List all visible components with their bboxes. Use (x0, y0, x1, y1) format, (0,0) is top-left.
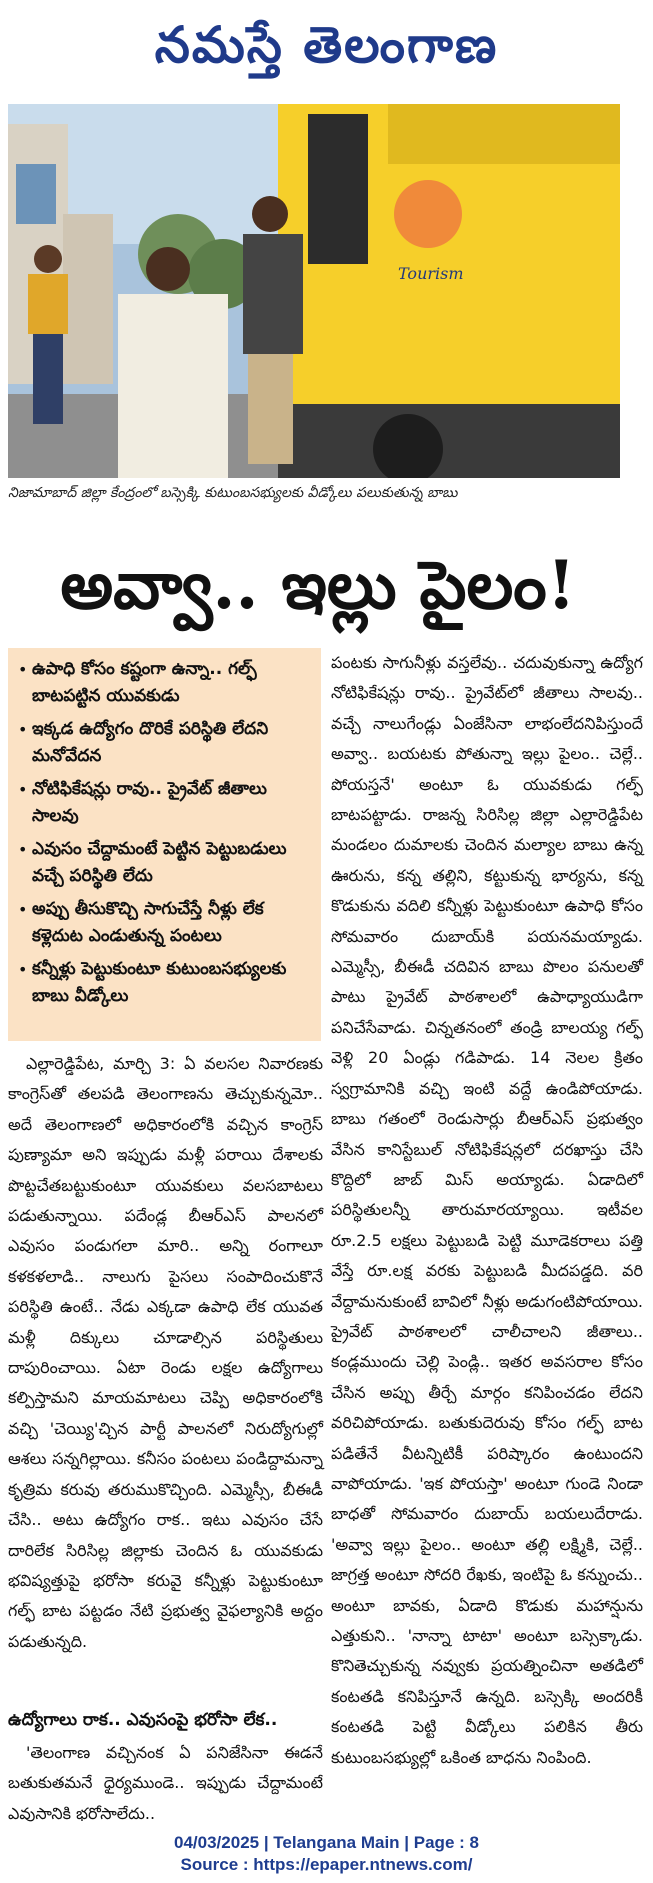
highlight-item (18, 776, 313, 830)
highlight-item (18, 956, 313, 1010)
highlight-text: అప్పు తీసుకొచ్చి సాగుచేస్తే నీళ్లు లేక కళ్లెదుట ఎండుతున్న పంటలు (32, 899, 264, 946)
masthead-title: నమస్తే తెలంగాణ (154, 15, 499, 74)
article-body-left (8, 1049, 323, 1657)
highlight-text: ఇక్కడ ఉద్యోగం దొరికే పరిస్థితి లేదని మనోవేదన (32, 719, 269, 766)
article-paragraph: పంటకు సాగునీళ్లు వస్తలేవు.. చదువుకున్నా ఉద్యోగ నోటిఫికేషన్లు రావు.. ప్రైవేట్‌లో జీతాలు సాలవు.. వచ్చే నాలుగేండ్లు ఏంజేసినా లాభంలేదనిపిస్తుందే అవ్వా.. బయటకు పోతున్నా ఇల్లు పైలం.. చెల్లే.. పోయస్తనే' అంటూ ఓ యువకుడు గల్ఫ్ బాటపట్టాడు. రాజన్న సిరిసిల్ల జిల్లా ఎల్లారెడ్డిపేట మండలం దుమాలకు చెందిన మల్యాల బాబు ఉన్న ఊరును, కన్న తల్లిని, కట్టుకున్న భార్యను, కన్న కొడుకును వదిలి కన్నీళ్లు పెట్టుకుంటూ ఉపాధి కోసం సోమవారం దుబాయ్‌కి పయనమయ్యాడు. ఎమ్మెస్సీ, బీఈడీ చదివిన బాబు పొలం పనులతో పాటు ప్రైవేట్ పాఠశాలలో ఉపాధ్యాయుడిగా పనిచేసేవాడు. చిన్నతనంలో తండ్రి బాలయ్య గల్ఫ్ వెళ్లి 20 ఏండ్లు గడిపాడు. 14 నెలల క్రితం స్వగ్రామానికి వచ్చి ఇంటి వద్దే ఉండిపోయాడు. బాబు గతంలో రెండుసార్లు బీఆర్‌ఎస్ ప్రభుత్వం వేసిన కానిస్టేబుల్ నోటిఫికేషన్లలో దరఖాస్తు చేసి కొద్దిలో జాబ్ మిస్ అయ్యాడు. ఏడాదిలో పరిస్థితులన్నీ తారుమారయ్యాయి. ఇటీవల రూ.2.5 లక్షలు పెట్టుబడి పెట్టి మూడెకరాలు పత్తి వేస్తే రూ.లక్ష వరకు పెట్టుబడి మీదపడ్డది. వరి వేద్దామనుకుంటే బావిలో నీళ్లు అడుగంటిపోయాయి. ప్రైవేట్ పాఠశాలలో చాలీచాలని జీతాలు.. కండ్లముందు చెల్లి పెండ్లి.. ఇతర అవసరాల కోసం చేసిన అప్పు తీర్చే మార్గం కనిపించడం లేదని వరిచిపోయాడు. బతుకుదెరువు కోసం గల్ఫ్ బాట పడితేనే వీటన్నిటికీ పరిష్కారం ఉంటుందని వాపోయాడు. 'ఇక పోయస్తా' అంటూ గుండె నిండా బాధతో సోమవారం దుబాయ్ బయలుదేరాడు. 'అవ్వా ఇల్లు పైలం.. అంటూ తల్లి లక్ష్మికి, చెల్లే.. జాగ్రత్త అంటూ సోదరి రేఖకు, ఇంటిపై ఓ కన్నుంచు.. అంటూ బావకు, ఏడాది కొడుకు మహాన్షును ఎత్తుకుని.. 'నాన్నా టాటా' అంటూ బస్సెక్కాడు. కొనితెచ్చుకున్న నవ్వుకు ప్రయత్నించినా అతడిలో కంటతడి కనిపిస్తూనే ఉన్నది. బస్సెక్కి అందరికీ కంటతడి పెట్టి వీడ్కోలు పలికిన తీరు కుటుంబసభ్యుల్లో ఒకింత బాధను నింపింది. (331, 653, 643, 1767)
photo-caption: నిజామాబాద్ జిల్లా కేంద్రంలో బస్సెక్కి కుటుంబసభ్యులకు వీడ్కోలు పలుకుతున్న బాబు (8, 485, 458, 501)
highlight-item (18, 716, 313, 770)
page-footer (0, 1832, 653, 1876)
article-subhead: ఉద్యోగాలు రాక.. ఎవుసంపై భరోసా లేక.. (8, 1710, 278, 1730)
headline: అవ్వా.. ఇల్లు పైలం! (60, 546, 576, 624)
footer-source: Source : https://epaper.ntnews.com/ (180, 1855, 473, 1874)
article-paragraph: ఎల్లారెడ్డిపేట, మార్చి 3: ఏ వలసల నివారణకు కాంగ్రెస్‌తో తలపడి తెలంగాణను తెచ్చుకున్నమో.. అదే తెలంగాణలో అధికారంలోకి వచ్చిన కాంగ్రెస్ పుణ్యామా అని ఇప్పుడు మళ్లీ పరాయి దేశాలకు పొట్టచేతబట్టుకుంటూ యువకులు వలసబాటలు పడుతున్నాయి. పదేండ్ల బీఆర్‌ఎస్ పాలనలో ఎవుసం పండుగలా మారి.. అన్ని రంగాలూ కళకళలాడి.. నాలుగు పైసలు సంపాదించుకొనే పరిస్థితి ఉంటే.. నేడు ఎక్కడా ఉపాధి లేక యువత మళ్లీ దిక్కులు చూడాల్సిన పరిస్థితులు దాపురించాయి. ఏటా రెండు లక్షల ఉద్యోగాలు కల్పిస్తామని మాయమాటలు చెప్పి అధికారంలోకి వచ్చి 'చెయ్యి'చ్చిన పార్టీ పాలనలో నిరుద్యోగుల్లో ఆశలు సన్నగిల్లాయి. కనీసం పంటలు పండిద్దామన్నా కృత్రిమ కరువు తరుముకొచ్చింది. ఎమ్మెస్సీ, బీఈడీ చేసి.. అటు ఉద్యోగం రాక.. ఇటు ఎవుసం చేసే దారిలేక సిరిసిల్ల జిల్లాకు చెందిన ఓ యువకుడు భవిష్యత్తుపై భరోసా కరువై కన్నీళ్లు పెట్టుకుంటూ గల్ఫ్ బాట పట్టడం నేటి ప్రభుత్వ వైఫల్యానికి అద్దం పడుతున్నది. (8, 1054, 323, 1651)
bullet-icon: • (18, 720, 28, 739)
highlights-box (8, 648, 321, 1041)
highlight-text: ఉపాధి కోసం కష్టంగా ఉన్నా.. గల్ఫ్ బాటపట్టిన యువకుడు (32, 659, 257, 706)
article-body-left-continued (8, 1738, 323, 1829)
photo-illustration (8, 104, 620, 478)
footer-date-edition: 04/03/2025 | Telangana Main | Page : 8 (174, 1833, 479, 1852)
bullet-icon: • (18, 660, 28, 679)
highlight-text: కన్నీళ్లు పెట్టుకుంటూ కుటుంబసభ్యులకు బాబు వీడ్కోలు (32, 959, 287, 1006)
highlight-text: నోటిఫికేషన్లు రావు.. ప్రైవేట్ జీతాలు సాలవు (32, 779, 267, 826)
highlight-text: ఎవుసం చేద్దామంటే పెట్టిన పెట్టుబడులు వచ్చే పరిస్థితి లేదు (32, 839, 287, 886)
highlight-item (18, 656, 313, 710)
bullet-icon: • (18, 900, 28, 919)
news-photo (8, 104, 620, 478)
bus-logo-text: Tourism (398, 264, 464, 283)
highlight-item (18, 896, 313, 950)
highlight-item (18, 836, 313, 890)
article-body-right (331, 648, 643, 1773)
article-paragraph: 'తెలంగాణ వచ్చినంక ఏ పనిజేసినా ఈడనే బతుకుతమనే ధైర్యముండె.. ఇప్పుడు చేద్దామంటే ఎవుసానికి భరోసాలేదు.. (8, 1743, 323, 1823)
bullet-icon: • (18, 780, 28, 799)
bullet-icon: • (18, 960, 28, 979)
bullet-icon: • (18, 840, 28, 859)
